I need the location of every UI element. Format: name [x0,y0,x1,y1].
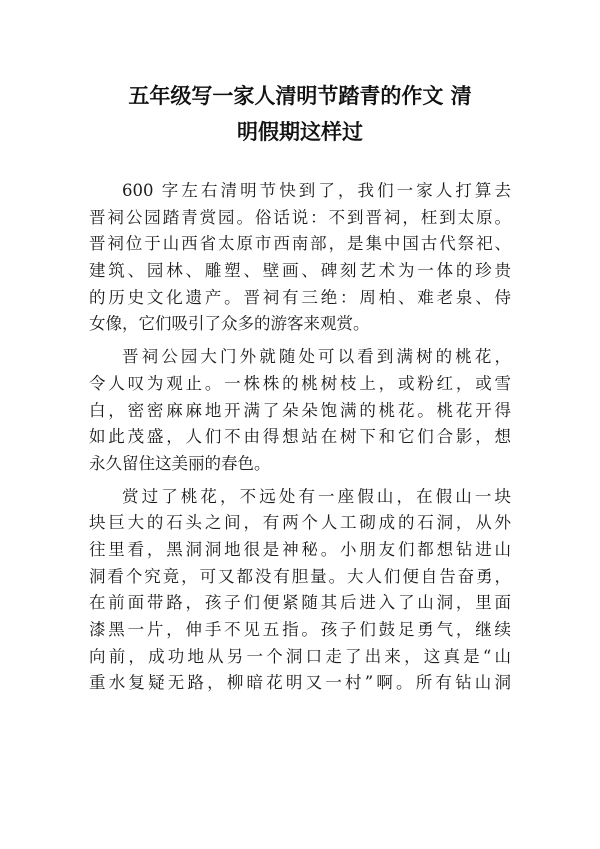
paragraph-1 [89,178,511,338]
title-line: 明假期这样过 [237,120,363,144]
document-title [88,78,512,150]
article-body [89,178,511,697]
title-line: 五年级写一家人清明节踏青的作文 清 [128,84,472,108]
text-line: 在前面带路，孩子们便紧随其后进入了山洞，里面 [89,593,511,613]
text-line: 600 字左右清明节快到了，我们一家人打算去 [122,181,511,200]
text-line: 永久留住这美丽的春色。 [89,453,271,473]
text-line: 如此茂盛，人们不由得想站在树下和它们合影，想 [89,427,511,447]
text-line: 建筑、园林、雕塑、壁画、碑刻艺术为一体的珍贵 [89,261,511,281]
text-line: 晋祠公园大门外就随处可以看到满树的桃花， [122,347,511,367]
paragraph-2 [89,344,511,477]
text-line: 重水复疑无路，柳暗花明又一村”啊。所有钻山洞 [89,673,511,693]
text-line: 晋祠公园踏青赏园。俗话说：不到晋祠，枉到太原。 [89,207,511,227]
text-line: 女像，它们吸引了众多的游客来观赏。 [89,314,370,334]
text-line: 白，密密麻麻地开满了朵朵饱满的桃花。桃花开得 [89,400,511,420]
text-line: 漆黑一片，伸手不见五指。孩子们鼓足勇气，继续 [89,620,511,639]
text-line: 洞看个究竟，可又都没有胆量。大人们便自告奋勇， [89,566,511,586]
paragraph-3 [89,484,511,698]
text-line: 晋祠位于山西省太原市西南部，是集中国古代祭祀、 [89,234,511,254]
text-line: 向前，成功地从另一个洞口走了出来，这真是“山 [89,646,511,666]
text-line: 块巨大的石头之间，有两个人工砌成的石洞，从外 [89,513,511,533]
text-line: 的历史文化遗产。晋祠有三绝：周柏、难老泉、侍 [89,287,511,307]
text-line: 赏过了桃花，不远处有一座假山，在假山一块 [122,486,511,506]
text-line: 往里看，黑洞洞地很是神秘。小朋友们都想钻进山 [89,539,511,559]
text-line: 令人叹为观止。一株株的桃树枝上，或粉红，或雪 [89,373,511,393]
